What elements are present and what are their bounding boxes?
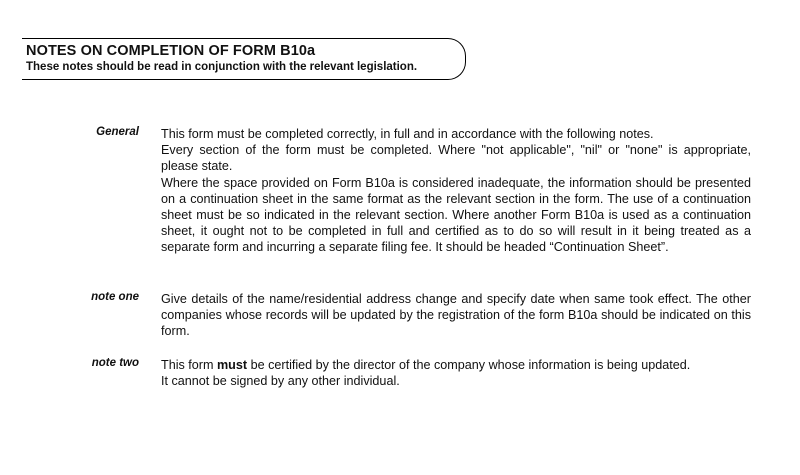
- general-paragraph-2: Every section of the form must be completed. Where "not applicable", "nil" or "none" is appropriate, please state.: [161, 143, 751, 174]
- note-body-two: [161, 357, 751, 389]
- note-label-two: note two: [91, 357, 139, 369]
- notes-title: NOTES ON COMPLETION OF FORM B10a: [26, 43, 316, 59]
- general-paragraph-1: This form must be completed correctly, in full and in accordance with the following notes.: [161, 127, 654, 141]
- note-label-general: General: [96, 126, 139, 138]
- note-two-text-before: This form: [161, 358, 217, 372]
- note-body-general: [161, 126, 751, 256]
- notes-subtitle: These notes should be read in conjunction with the relevant legislation.: [26, 61, 418, 73]
- note-one-paragraph: Give details of the name/residential address change and specify date when same took effect. The other companies whose records will be updated by the registration of the form B10a should be indicated on this form.: [161, 292, 751, 339]
- note-two-line-1: [161, 357, 751, 373]
- note-two-text-after: be certified by the director of the company whose information is being updated.: [247, 358, 691, 372]
- note-two-emphasis: must: [216, 358, 248, 372]
- note-body-one: [161, 291, 751, 340]
- notes-header-box: [22, 38, 466, 80]
- note-two-line-2: It cannot be signed by any other individual.: [161, 374, 400, 389]
- general-paragraph-3: Where the space provided on Form B10a is considered inadequate, the information should be presented on a continuation sheet in the same format as the relevant section in the form. The use of a continuation sheet must be so indicated in the relevant section. Where another Form B10a is used as a continuation sheet, it ought not to be completed in full and certified as to do so will result in it being treated as a separate form and incurring a separate filing fee. It should be headed “Continuation Sheet”.: [161, 175, 751, 255]
- note-label-one: note one: [91, 291, 139, 303]
